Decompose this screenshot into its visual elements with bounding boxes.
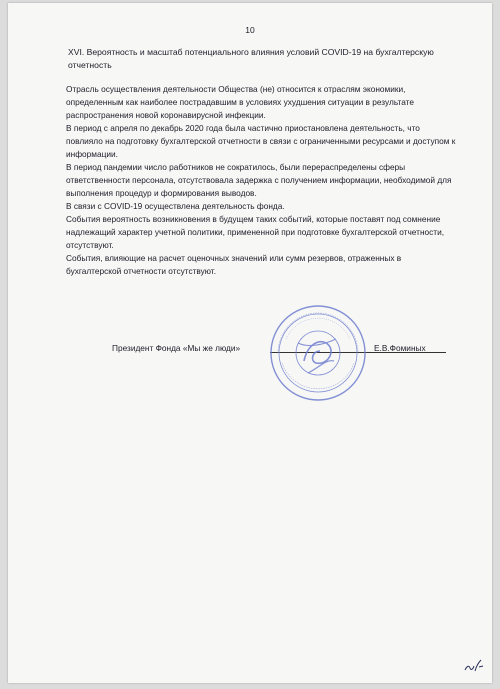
handwritten-mark <box>463 658 485 674</box>
signatory-title: Президент Фонда «Мы же люди» <box>112 343 241 353</box>
document-page <box>8 3 492 683</box>
signatory-name: Е.В.Фоминых <box>374 343 426 353</box>
paragraph: Отрасль осуществления деятельности Общества (не) относится к отраслям экономики, определенным как наиболее пострадавшим в условиях ухудшения ситуации в результате распространения новой коронавирусной инфекции. <box>66 84 414 120</box>
paragraph: В связи с COVID-19 осуществлена деятельность фонда. <box>66 201 285 211</box>
body-text <box>66 83 456 278</box>
page-number: 10 <box>245 25 255 35</box>
paragraph: События, влияющие на расчет оценочных значений или сумм резервов, отраженных в бухгалтерской отчетности отсутствуют. <box>66 253 402 276</box>
section-title: XVI. Вероятность и масштаб потенциального влияния условий COVID-19 на бухгалтерскую отчетность <box>68 47 434 70</box>
paragraph: В период пандемии число работников не сократилось, были перераспределены сферы ответственности персонала, отсутствовала задержка с получением информации, необходимой для выполнения процедур и формирования выводов. <box>66 162 452 198</box>
paragraph: В период с апреля по декабрь 2020 года была частично приостановлена деятельность, что повлияло на подготовку бухгалтерской отчетности в связи с ограниченными ресурсами и доступом к информации. <box>66 123 456 159</box>
paragraph: События вероятность возникновения в будущем таких событий, которые поставят под сомнение надлежащий характер учетной политики, примененной при подготовке бухгалтерской отчетности, отсутствуют. <box>66 214 445 250</box>
official-stamp <box>268 303 368 403</box>
